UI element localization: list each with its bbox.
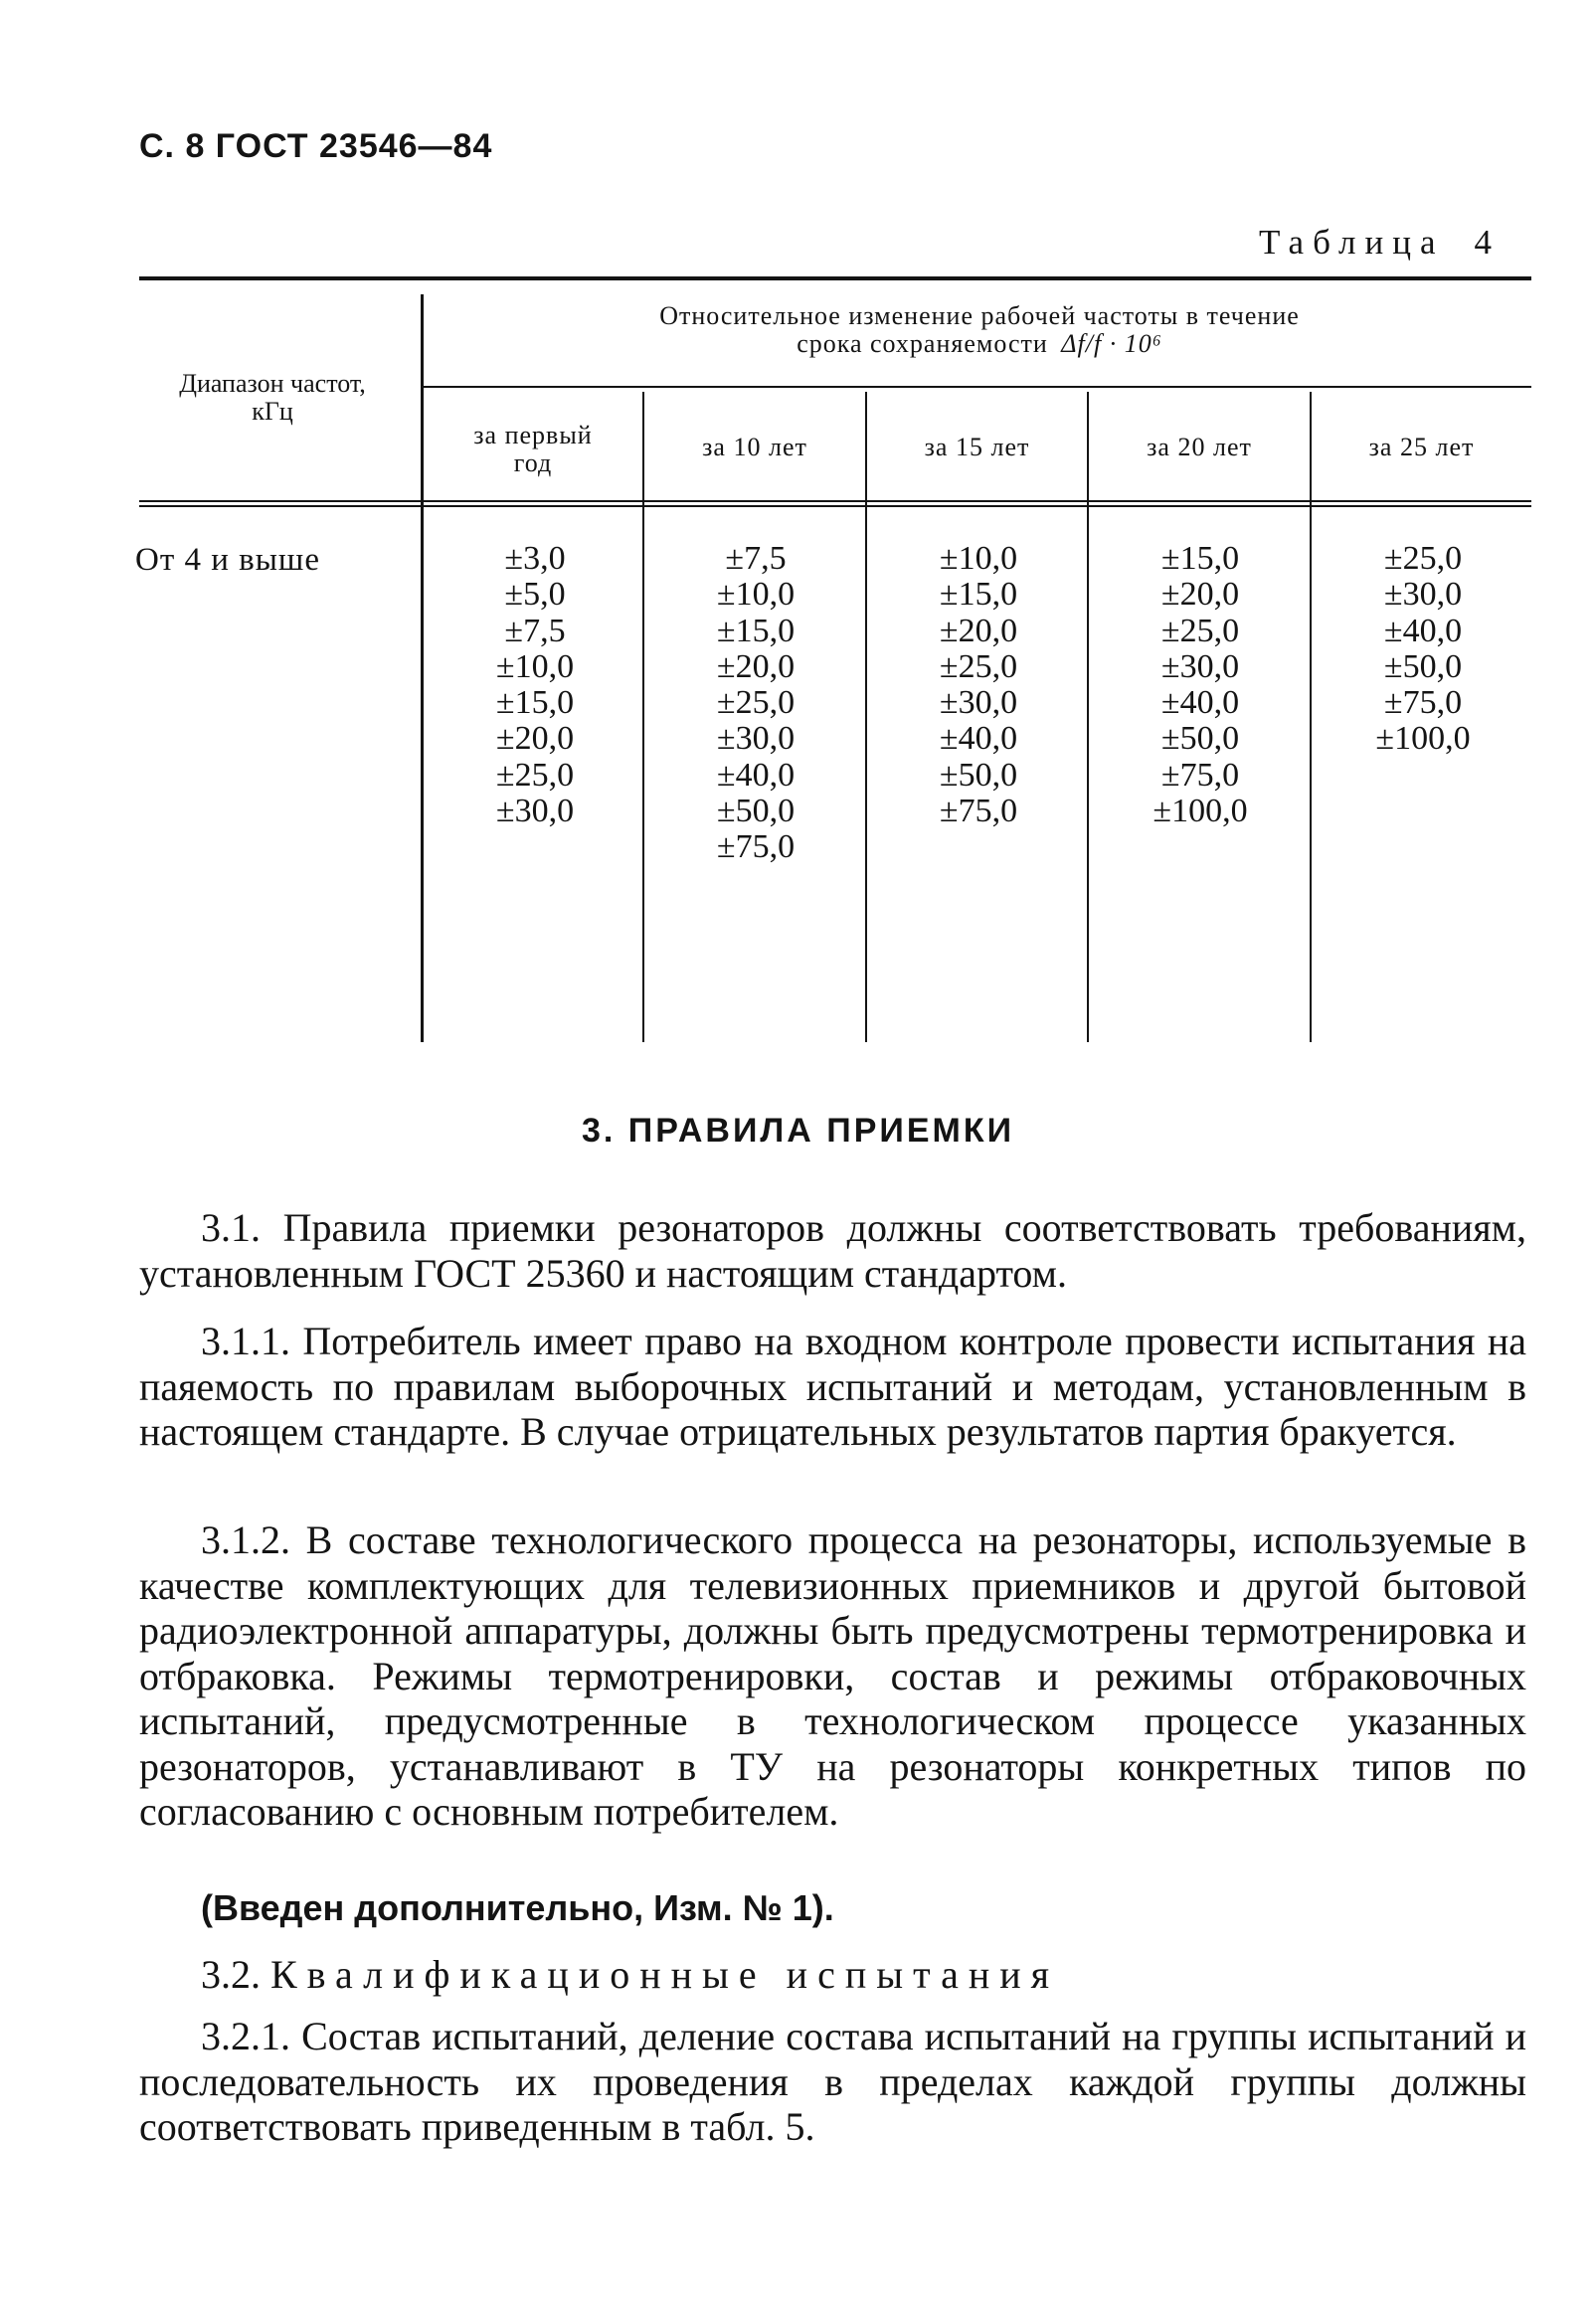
- frequency-range-label: От 4 и выше: [135, 542, 320, 578]
- values-15-years: [867, 541, 1090, 829]
- table-cell: ±75,0: [1160, 756, 1240, 794]
- table-cell: ±7,5: [725, 540, 787, 577]
- table-header-rule-2: [139, 505, 1531, 507]
- range-column-header: [127, 370, 418, 426]
- table-cell: ±15,0: [716, 612, 796, 649]
- table-cell: ±30,0: [1160, 647, 1240, 685]
- group-header-formula: Δf/f · 10⁶: [1061, 329, 1162, 358]
- table-cell: ±40,0: [939, 720, 1018, 758]
- table-cell: ±50,0: [1383, 647, 1463, 685]
- column-header-20-years: за 20 лет: [1147, 433, 1252, 461]
- values-20-years: [1089, 541, 1312, 829]
- table-cell: ±40,0: [1383, 612, 1463, 649]
- values-25-years: [1312, 541, 1534, 758]
- column-header-10-years: за 10 лет: [702, 433, 807, 461]
- table-number: 4: [1474, 223, 1492, 262]
- values-first-year: [424, 541, 646, 829]
- paragraph-3-1-2: 3.1.2. В составе технологического процесса на резонаторы, используемые в качестве комплектующих для телевизионных приемников и другой бытовой радиоэлектронной аппаратуры, должны быть предусмотрены термотренировка и отбраковка. Режимы термотренировки, состав и режимы отбраковочных испытаний, предусмотренные в технологическом процессе указанных резонаторов, устанавливают в ТУ на резонаторы конкретных типов по согласованию с основным потребителем.: [139, 1517, 1526, 1834]
- table-group-rule: [421, 386, 1531, 388]
- range-column-header-line-1: Диапазон частот,: [179, 369, 366, 398]
- group-header-line-2: [428, 330, 1531, 358]
- paragraph-3-1: 3.1. Правила приемки резонаторов должны соответствовать требованиям, установленным ГОСТ 25360 и настоящим стандартом.: [139, 1205, 1526, 1296]
- column-header-first-year: [424, 422, 642, 477]
- table-caption: [1153, 223, 1492, 263]
- subsection-heading-3-2: [201, 1951, 1059, 1998]
- amendment-note: (Введен дополнительно, Изм. № 1).: [201, 1887, 834, 1928]
- table-cell: ±25,0: [1383, 540, 1463, 577]
- subsection-number: 3.2.: [201, 1952, 261, 1997]
- table-cell: ±75,0: [939, 793, 1018, 830]
- table-top-rule: [139, 276, 1531, 280]
- table-cell: ±10,0: [716, 576, 796, 614]
- column-header-first-year-line-2: год: [513, 448, 553, 477]
- table-cell: ±50,0: [716, 793, 796, 830]
- column-header-first-year-line-1: за первый: [473, 421, 593, 449]
- table-cell: ±20,0: [495, 720, 575, 758]
- table-cell: ±3,0: [504, 540, 566, 577]
- table-cell: ±30,0: [495, 793, 575, 830]
- group-header-line-1: Относительное изменение рабочей частоты в течение: [659, 301, 1300, 330]
- table-cell: ±20,0: [716, 647, 796, 685]
- table-cell: ±25,0: [1160, 612, 1240, 649]
- paragraph-3-1-1: 3.1.1. Потребитель имеет право на входном контроле провести испытания на паяемость по правилам выборочных испытаний и методам, установленным в настоящем стандарте. В случае отрицательных результатов партия бракуется.: [139, 1319, 1526, 1454]
- table-cell: ±100,0: [1153, 793, 1248, 830]
- table-cell: ±75,0: [1383, 684, 1463, 722]
- table-cell: ±25,0: [939, 647, 1018, 685]
- table-cell: ±30,0: [939, 684, 1018, 722]
- table-cell: ±40,0: [716, 756, 796, 794]
- table-cell: ±15,0: [939, 576, 1018, 614]
- table-cell: ±10,0: [939, 540, 1018, 577]
- paragraph-3-2-1: 3.2.1. Состав испытаний, деление состава испытаний на группы испытаний и последовательность их проведения в пределах каждой группы должны соответствовать приведенным в табл. 5.: [139, 2014, 1526, 2149]
- group-header-line-2-text: срока сохраняемости: [797, 329, 1048, 358]
- range-column-header-line-2: кГц: [252, 397, 293, 426]
- table-cell: ±5,0: [504, 576, 566, 614]
- column-header-25-years: за 25 лет: [1368, 433, 1475, 461]
- section-title: 3. ПРАВИЛА ПРИЕМКИ: [581, 1112, 1015, 1150]
- page-header: С. 8 ГОСТ 23546—84: [139, 127, 493, 165]
- table-cell: ±30,0: [1383, 576, 1463, 614]
- table-cell: ±15,0: [1160, 540, 1240, 577]
- group-header: [428, 302, 1531, 358]
- table-cell: ±40,0: [1160, 684, 1240, 722]
- table-cell: ±50,0: [1160, 720, 1240, 758]
- table-cell: ±50,0: [939, 756, 1018, 794]
- table-cell: ±25,0: [716, 684, 796, 722]
- table-cell: ±15,0: [495, 684, 575, 722]
- table-cell: ±20,0: [939, 612, 1018, 649]
- table-caption-word: Таблица: [1259, 223, 1445, 262]
- table-cell: ±25,0: [495, 756, 575, 794]
- table-cell: ±30,0: [716, 720, 796, 758]
- column-header-15-years: за 15 лет: [924, 433, 1030, 461]
- table-cell: ±10,0: [495, 647, 575, 685]
- subsection-title: Квалификационные испытания: [270, 1952, 1060, 1997]
- table-header-rule: [139, 500, 1531, 502]
- table-cell: ±7,5: [504, 612, 566, 649]
- table-cell: ±100,0: [1375, 720, 1471, 758]
- values-10-years: [644, 541, 867, 866]
- table-cell: ±20,0: [1160, 576, 1240, 614]
- table-cell: ±75,0: [716, 828, 796, 866]
